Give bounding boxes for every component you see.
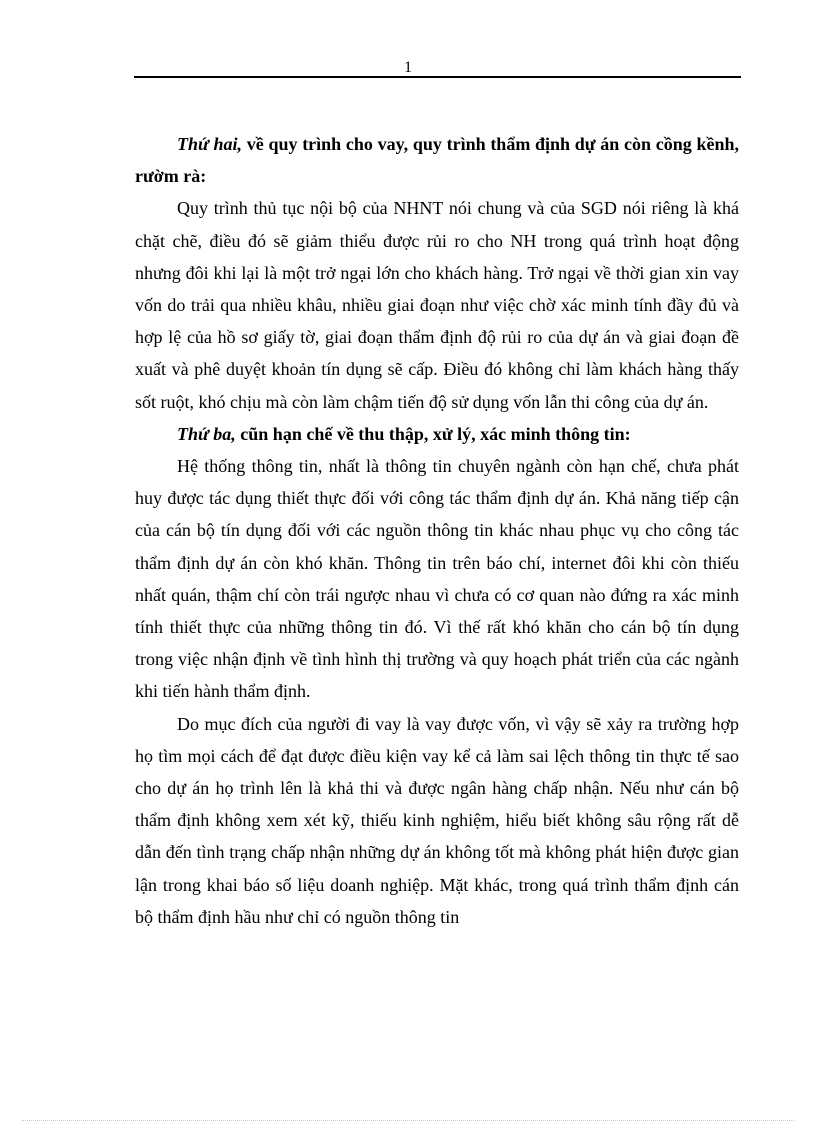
section-heading-thu-ba: [135, 418, 739, 450]
paragraph: Do mục đích của người đi vay là vay được vốn, vì vậy sẽ xảy ra trường hợp họ tìm mọi cách để đạt được điều kiện vay kể cả làm sai lệch thông tin thực tế sao cho dự án họ trình lên là khả thi và được ngân hàng chấp nhận. Nếu như cán bộ thẩm định không xem xét kỹ, thiếu kinh nghiệm, hiểu biết không sâu rộng rất dễ dẫn đến tình trạng chấp nhận những dự án không tốt mà không phát hiện được gian lận trong khai báo số liệu doanh nghiệp. Mặt khác, trong quá trình thẩm định cán bộ thẩm định hầu như chỉ có nguồn thông tin: [135, 713, 739, 927]
heading-text: về quy trình cho vay, quy trình thẩm định dự án còn cồng kềnh, rườm rà:: [135, 134, 739, 187]
heading-lead: Thứ ba,: [177, 423, 236, 444]
heading-lead: Thứ hai,: [177, 134, 243, 154]
paragraph: Hệ thống thông tin, nhất là thông tin chuyên ngành còn hạn chế, chưa phát huy được tác dụng thiết thực đối với công tác thẩm định dự án. Khả năng tiếp cận của cán bộ tín dụng đối với các nguồn thông tin khác nhau phục vụ cho công tác thẩm định dự án còn khó khăn. Thông tin trên báo chí, internet đôi khi còn thiếu nhất quán, thậm chí còn trái ngược nhau vì chưa có cơ quan nào đứng ra xác minh tính thiết thực của những thông tin đó. Vì thế rất khó khăn cho cán bộ tín dụng trong việc nhận định về tình hình thị trường và quy hoạch phát triển của các ngành khi tiến hành thẩm định.: [135, 456, 739, 702]
page-number: 1: [404, 59, 412, 76]
section-heading-thu-hai: [135, 128, 739, 192]
header-divider: [134, 76, 741, 78]
page-bottom-edge: [22, 1120, 794, 1121]
paragraph: Quy trình thủ tục nội bộ của NHNT nói chung và của SGD nói riêng là khá chặt chẽ, điều đó sẽ giảm thiểu được rủi ro cho NH trong quá trình hoạt động nhưng đôi khi lại là một trở ngại lớn cho khách hàng. Trở ngại về thời gian xin vay vốn do trải qua nhiều khâu, nhiều giai đoạn như việc chờ xác minh tính đầy đủ và hợp lệ của hồ sơ giấy tờ, giai đoạn thẩm định độ rủi ro của dự án và giai đoạn đề xuất và phê duyệt khoản tín dụng sẽ cấp. Điều đó không chỉ làm khách hàng thấy sốt ruột, khó chịu mà còn làm chậm tiến độ sử dụng vốn lẫn thi công của dự án.: [135, 198, 739, 412]
heading-text: cũn hạn chế về thu thập, xử lý, xác minh thông tin:: [235, 423, 631, 444]
document-body: [135, 128, 739, 933]
